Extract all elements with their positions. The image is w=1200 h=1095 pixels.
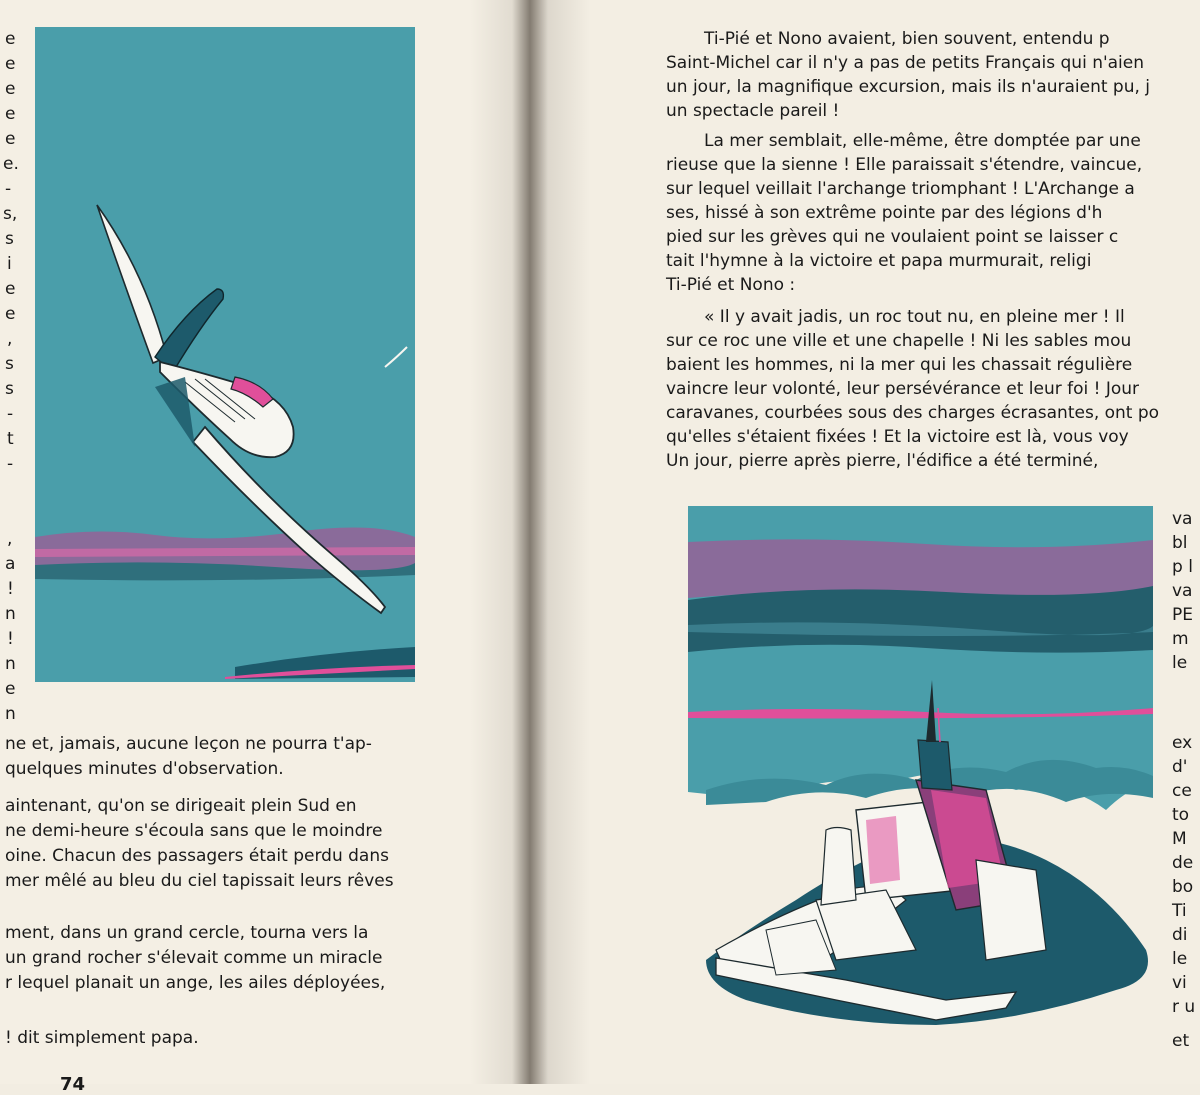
- airplane-illustration: [35, 27, 415, 682]
- edge-fragment: e: [5, 679, 16, 699]
- text-line: un jour, la magnifique excursion, mais ils n'auraient pu, j: [666, 77, 1151, 97]
- text-line: Ti-Pié et Nono avaient, bien souvent, entendu p: [704, 29, 1110, 49]
- edge-fragment: e: [5, 79, 16, 99]
- edge-fragment: p l: [1172, 557, 1193, 577]
- text-line: Ti-Pié et Nono :: [666, 275, 796, 295]
- text-line: vaincre leur volonté, leur persévérance et leur foi ! Jour: [666, 379, 1140, 399]
- edge-fragment: de: [1172, 853, 1194, 873]
- edge-fragment: t: [7, 429, 14, 449]
- edge-fragment: ex: [1172, 733, 1193, 753]
- edge-fragment: !: [7, 629, 14, 649]
- text-line: caravanes, courbées sous des charges écrasantes, ont po: [666, 403, 1160, 423]
- edge-fragment: le: [1172, 949, 1188, 969]
- edge-fragment: e: [5, 104, 16, 124]
- text-line: rieuse que la sienne ! Elle paraissait s'étendre, vaincue,: [666, 155, 1143, 175]
- text-line: un grand rocher s'élevait comme un miracle: [5, 948, 383, 968]
- text-line: mer mêlé au bleu du ciel tapissait leurs rêves: [5, 871, 394, 891]
- edge-fragment: s,: [3, 204, 18, 224]
- edge-fragment: e: [5, 29, 16, 49]
- edge-fragment: !: [7, 579, 14, 599]
- edge-fragment: e: [5, 304, 16, 324]
- text-line: Saint-Michel car il n'y a pas de petits Français qui n'aien: [666, 53, 1145, 73]
- edge-fragment: va: [1172, 581, 1193, 601]
- edge-fragment: to: [1172, 805, 1190, 825]
- text-line: qu'elles s'étaient fixées ! Et la victoire est là, vous voy: [666, 427, 1129, 447]
- mont-saint-michel-illustration: [686, 480, 1186, 1060]
- edge-fragment: et: [1172, 1031, 1190, 1051]
- edge-fragment: vi: [1172, 973, 1187, 993]
- cloud-dark-band: [688, 586, 1153, 653]
- edge-fragment: ,: [7, 529, 13, 549]
- right-page: [520, 0, 1200, 1084]
- edge-fragment: r u: [1172, 997, 1196, 1017]
- edge-fragment: n: [5, 654, 16, 674]
- text-line: ses, hissé à son extrême pointe par des légions d'h: [666, 203, 1103, 223]
- edge-fragment: ,: [7, 329, 13, 349]
- text-line: « Il y avait jadis, un roc tout nu, en pleine mer ! Il: [704, 307, 1125, 327]
- edge-fragment: PE: [1172, 605, 1193, 625]
- edge-fragment: -: [7, 404, 14, 424]
- edge-fragment: va: [1172, 509, 1193, 529]
- edge-fragment: di: [1172, 925, 1188, 945]
- edge-fragment: n: [5, 704, 16, 724]
- text-line: ne et, jamais, aucune leçon ne pourra t'ap-: [5, 734, 372, 754]
- edge-fragment: s: [5, 379, 14, 399]
- edge-fragment: -: [7, 454, 14, 474]
- edge-fragment: e.: [3, 154, 19, 174]
- text-line: oine. Chacun des passagers était perdu dans: [5, 846, 389, 866]
- page-number: 74: [60, 1074, 86, 1095]
- edge-fragment: bo: [1172, 877, 1194, 897]
- edge-fragment: Ti: [1172, 901, 1187, 921]
- edge-fragment: M: [1172, 829, 1187, 849]
- left-page: [0, 0, 520, 1095]
- edge-fragment: e: [5, 279, 16, 299]
- edge-fragment: bl: [1172, 533, 1188, 553]
- edge-fragment: s: [5, 354, 14, 374]
- edge-fragment: i: [7, 254, 12, 274]
- text-line: ! dit simplement papa.: [5, 1028, 199, 1048]
- text-line: quelques minutes d'observation.: [5, 759, 284, 779]
- text-line: un spectacle pareil !: [666, 101, 840, 121]
- text-line: baient les hommes, ni la mer qui les chassait régulière: [666, 355, 1133, 375]
- cloud-purple-top: [688, 539, 1153, 598]
- text-line: r lequel planait un ange, les ailes déployées,: [5, 973, 386, 993]
- text-line: ment, dans un grand cercle, tourna vers la: [5, 923, 369, 943]
- book-gutter-shadow: [470, 0, 590, 1084]
- edge-fragment: le: [1172, 653, 1188, 673]
- text-line: pied sur les grèves qui ne voulaient point se laisser c: [666, 227, 1119, 247]
- edge-fragment: e: [5, 54, 16, 74]
- edge-fragment: n: [5, 604, 16, 624]
- text-line: sur lequel veillait l'archange triomphant ! L'Archange a: [666, 179, 1135, 199]
- edge-fragment: ce: [1172, 781, 1192, 801]
- text-line: sur ce roc une ville et une chapelle ! Ni les sables mou: [666, 331, 1132, 351]
- text-line: aintenant, qu'on se dirigeait plein Sud en: [5, 796, 357, 816]
- edge-fragment: m: [1172, 629, 1189, 649]
- edge-fragment: s: [5, 229, 14, 249]
- text-line: La mer semblait, elle-même, être domptée par une: [704, 131, 1141, 151]
- edge-fragment: d': [1172, 757, 1188, 777]
- text-line: Un jour, pierre après pierre, l'édifice a été terminé,: [666, 451, 1099, 471]
- edge-fragment: e: [5, 129, 16, 149]
- edge-fragment: a: [5, 554, 16, 574]
- text-line: ne demi-heure s'écoula sans que le moindre: [5, 821, 383, 841]
- edge-fragment: -: [5, 179, 12, 199]
- text-line: tait l'hymne à la victoire et papa murmurait, religi: [666, 251, 1092, 271]
